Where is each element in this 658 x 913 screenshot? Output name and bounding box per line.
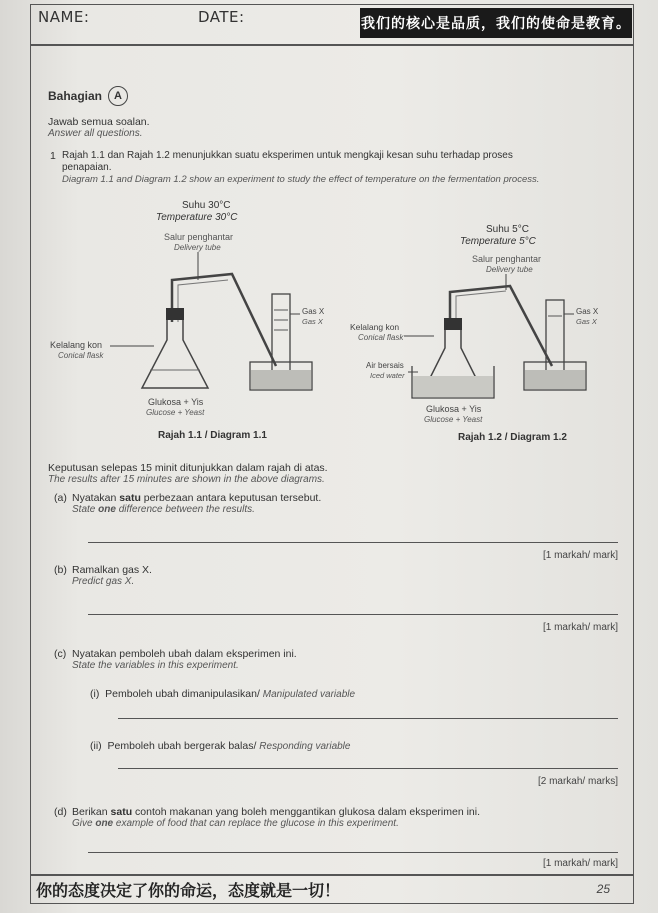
d2-tube-malay: Salur penghantar	[472, 254, 542, 264]
d2-gas-english: Gas X	[576, 317, 597, 326]
qc-marks: [2 markah/ marks]	[537, 776, 618, 787]
d2-gas-malay: Gas X	[576, 307, 599, 316]
qc-i-label: (i)	[90, 688, 100, 700]
d2-caption: Rajah 1.2 / Diagram 1.2	[458, 432, 567, 443]
d1-temp-malay: Suhu 30°C	[182, 200, 231, 211]
qa-malay	[72, 492, 321, 504]
page-number: 25	[596, 882, 610, 896]
qc-english: State the variables in this experiment.	[72, 660, 239, 671]
qa-english-bold: one	[98, 504, 116, 515]
qd-answer-line[interactable]	[88, 852, 618, 853]
qa-english	[72, 504, 255, 515]
qd-label: (d)	[54, 806, 67, 818]
qc-i-text: Pemboleh ubah dimanipulasikan/	[105, 688, 260, 700]
d2-water-malay: Air bersais	[366, 361, 404, 370]
d2-mix-english: Glucose + Yeast	[424, 415, 483, 424]
footer-slogan: 你的态度决定了你的命运，态度就是一切！	[36, 881, 341, 900]
results-malay: Keputusan selepas 15 minit ditunjukkan dalam rajah di atas.	[48, 462, 328, 474]
qa-english-post: difference between the results.	[115, 504, 255, 515]
qc-ii-answer-line[interactable]	[118, 768, 618, 769]
d2-temp-english: Temperature 5°C	[460, 236, 536, 247]
question-intro-english: Diagram 1.1 and Diagram 1.2 show an experiment to study the effect of temperature on the fermentation process.	[62, 174, 540, 185]
section-heading	[48, 86, 128, 106]
section-label: Bahagian	[48, 89, 103, 103]
qd-english-pre: Give	[72, 818, 96, 829]
instruction-english: Answer all questions.	[48, 128, 143, 139]
d1-temp-english: Temperature 30°C	[156, 212, 238, 223]
d1-gas-tube	[272, 294, 290, 372]
qb-answer-line[interactable]	[88, 614, 618, 615]
instruction-malay: Jawab semua soalan.	[48, 116, 150, 128]
experiment-diagrams	[40, 190, 630, 450]
page-border	[30, 4, 634, 904]
d1-flask-english: Conical flask	[58, 351, 104, 360]
qa-english-pre: State	[72, 504, 99, 515]
qc-malay: Nyatakan pemboleh ubah dalam eksperimen ini.	[72, 648, 297, 660]
d1-gas-english: Gas X	[302, 317, 323, 326]
question-intro-malay-1: Rajah 1.1 dan Rajah 1.2 menunjukkan suatu eksperimen untuk mengkaji kesan suhu terhadap proses	[62, 150, 513, 161]
qc-i-english: Manipulated variable	[262, 689, 356, 700]
d2-flask-english: Conical flask	[358, 333, 404, 342]
qd-english-bold: one	[95, 818, 114, 829]
d1-mix-english: Glucose + Yeast	[146, 408, 205, 417]
qd-malay-pre: Berikan	[72, 806, 111, 818]
diagram-1-1	[50, 200, 325, 441]
qd-english	[72, 818, 399, 829]
qa-label: (a)	[54, 492, 67, 504]
qc-ii-english: Responding variable	[259, 741, 351, 752]
d1-gas-malay: Gas X	[302, 307, 325, 316]
date-label: DATE:	[198, 8, 245, 26]
qa-malay-bold: satu	[119, 492, 141, 504]
name-label: NAME:	[38, 8, 90, 26]
question-number: 1	[50, 150, 56, 162]
d1-caption: Rajah 1.1 / Diagram 1.1	[158, 430, 267, 441]
d2-temp-malay: Suhu 5°C	[486, 224, 529, 235]
d2-delivery-tube	[450, 286, 552, 366]
qd-malay-post: contoh makanan yang boleh menggantikan glukosa dalam eksperimen ini.	[132, 806, 481, 818]
d2-tube-english: Delivery tube	[486, 265, 533, 274]
d1-delivery-tube	[172, 274, 276, 366]
qd-marks: [1 markah/ mark]	[542, 858, 618, 869]
header-divider	[30, 44, 634, 46]
d1-mix-malay: Glukosa + Yis	[148, 397, 204, 407]
footer-divider	[30, 874, 634, 876]
question-intro-malay-2: penapaian.	[62, 162, 112, 173]
qc-ii	[90, 740, 350, 752]
qa-marks: [1 markah/ mark]	[542, 550, 618, 561]
d2-flask-malay: Kelalang kon	[350, 322, 400, 332]
d1-tube-english: Delivery tube	[174, 243, 221, 252]
qb-marks: [1 markah/ mark]	[542, 622, 618, 633]
qc-i-answer-line[interactable]	[118, 718, 618, 719]
qb-label: (b)	[54, 564, 67, 576]
d2-water-english: Iced water	[370, 371, 405, 380]
section-letter: A	[108, 86, 128, 106]
qb-malay: Ramalkan gas X.	[72, 564, 152, 576]
d1-conical-flask	[142, 320, 208, 388]
d1-flask-malay: Kelalang kon	[50, 340, 103, 350]
qc-i	[90, 688, 355, 700]
qd-malay-bold: satu	[110, 806, 133, 818]
d2-mix-malay: Glukosa + Yis	[426, 404, 482, 414]
qb-english: Predict gas X.	[72, 576, 135, 587]
qd-english-post: example of food that can replace the glucose in this experiment.	[113, 818, 399, 829]
qa-malay-pre: Nyatakan	[72, 492, 120, 504]
d1-stopper	[166, 308, 184, 320]
qc-ii-label: (ii)	[90, 740, 102, 752]
results-english: The results after 15 minutes are shown in the above diagrams.	[48, 474, 325, 485]
qd-malay	[72, 806, 480, 818]
d1-tube-malay: Salur penghantar	[164, 232, 234, 242]
qa-answer-line[interactable]	[88, 542, 618, 543]
qa-malay-post: perbezaan antara keputusan tersebut.	[140, 492, 322, 504]
qc-ii-text: Pemboleh ubah bergerak balas/	[107, 740, 257, 752]
qc-label: (c)	[54, 648, 67, 660]
diagram-1-2	[350, 224, 599, 443]
motto-banner: 我们的核心是品质，我们的使命是教育。	[360, 8, 632, 38]
d2-stopper	[444, 318, 462, 330]
